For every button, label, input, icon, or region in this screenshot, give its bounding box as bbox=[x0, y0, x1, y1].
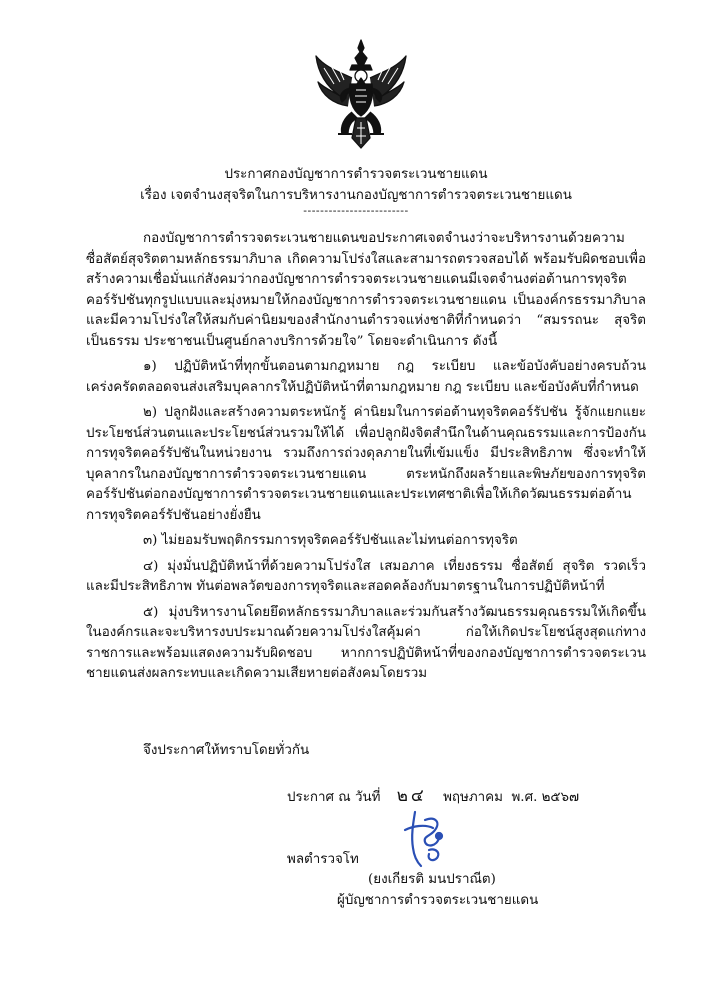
date-day: ๒๔ bbox=[396, 786, 427, 806]
signatory-name: (ยงเกียรติ มนปราณีต) bbox=[368, 872, 496, 887]
list-item-3: ๓) ไม่ยอมรับพฤติกรรมการทุจริตคอร์รัปชันและไม่ทนต่อการทุจริต bbox=[143, 533, 518, 548]
signatory-rank: พลตำรวจโท bbox=[287, 852, 359, 867]
announcement-body bbox=[86, 229, 646, 685]
announcement-title: ประกาศกองบัญชาการตำรวจตระเวนชายแดน bbox=[224, 167, 488, 182]
intro-paragraph: กองบัญชาการตำรวจตระเวนชายแดนขอประกาศเจตจำนงว่าจะบริหารงานด้วยความซื่อสัตย์สุจริตตามหลักธรรมาภิบาล เกิดความโปร่งใสและสามารถตรวจสอบได้ พร้อมรับผิดชอบเพื่อสร้างความเชื่อมั่นแก่สังคมว่ากองบัญชาการตำรวจตระเวนชายแดนมีเจตจำนงต่อต้านการทุจริตคอร์รัปชันทุกรูปแบบและมุ่งหมายให้กองบัญชาการตำรวจตระเวนชายแดน เป็นองค์กรธรรมาภิบาลและมีความโปร่งใสให้สมกับค่านิยมของสำนักงานตำรวจแห่งชาติที่กำหนดว่า “สมรรถนะ สุจริตเป็นธรรม ประชาชนเป็นศูนย์กลางบริการด้วยใจ” โดยจะดำเนินการ ดังนี้ bbox=[86, 231, 646, 349]
garuda-emblem-icon bbox=[312, 38, 410, 150]
title-separator: ------------------------- bbox=[303, 204, 409, 217]
list-item-2: ๒) ปลูกฝังและสร้างความตระหนักรู้ ค่านิยมในการต่อต้านทุจริตคอร์รัปชัน รู้จักแยกแยะประโยชน์ส่วนตนและประโยชน์ส่วนรวมให้ได้ เพื่อปลูกฝังจิตสำนึกในด้านคุณธรรมและการป้องกันการทุจริตคอร์รัปชันในหน่วยงาน รวมถึงการถ่วงดุลภายในที่เข้มแข็ง มีประสิทธิภาพ ซึ่งจะทำให้บุคลากรในกองบัญชาการตำรวจตระเวนชายแดน ตระหนักถึงผลร้ายและพิษภัยของการทุจริตคอร์รัปชันต่อกองบัญชาการตำรวจตระเวนชายแดนและประเทศชาติเพื่อให้เกิดวัฒนธรรมต่อต้านการทุจริตคอร์รัปชันอย่างยั่งยืน bbox=[86, 405, 646, 523]
list-item-1: ๑) ปฏิบัติหน้าที่ทุกขั้นตอนตามกฎหมาย กฎ ระเบียบ และข้อบังคับอย่างครบถ้วน เคร่งครัดตลอดจนส่งเสริมบุคลากรให้ปฏิบัติหน้าที่ตามกฎหมาย กฎ ระเบียบ และข้อบังคับที่กำหนด bbox=[86, 359, 646, 395]
date-year: พ.ศ. ๒๕๖๗ bbox=[511, 790, 580, 805]
list-item-4: ๔) มุ่งมั่นปฏิบัติหน้าที่ด้วยความโปร่งใส เสมอภาค เที่ยงธรรม ซื่อสัตย์ สุจริต รวดเร็ว และมีประสิทธิภาพ ทันต่อพลวัตของการทุจริตและสอดคล้องกับมาตรฐานในการปฏิบัติหน้าที่ bbox=[86, 558, 646, 594]
closing-statement: จึงประกาศให้ทราบโดยทั่วกัน bbox=[143, 743, 310, 758]
signatory-position: ผู้บัญชาการตำรวจตระเวนชายแดน bbox=[337, 893, 539, 908]
date-month: พฤษภาคม bbox=[443, 790, 503, 805]
handwritten-signature-icon bbox=[395, 806, 455, 868]
date-prefix: ประกาศ ณ วันที่ bbox=[287, 790, 381, 805]
list-item-5: ๕) มุ่งบริหารงานโดยยึดหลักธรรมาภิบาลและร่วมกันสร้างวัฒนธรรมคุณธรรมให้เกิดขึ้นในองค์กรและจะบริหารงบประมาณด้วยความโปร่งใสคุ้มค่า ก่อให้เกิดประโยชน์สูงสุดแก่ทางราชการและพร้อมแสดงความรับผิดชอบ หากการปฏิบัติหน้าที่ของกองบัญชาการตำรวจตระเวนชายแดนส่งผลกระทบและเกิดความเสียหายต่อสังคมโดยรวม bbox=[86, 604, 646, 681]
announcement-subject: เรื่อง เจตจำนงสุจริตในการบริหารงานกองบัญชาการตำรวจตระเวนชายแดน bbox=[140, 188, 572, 203]
announcement-date bbox=[287, 782, 579, 809]
